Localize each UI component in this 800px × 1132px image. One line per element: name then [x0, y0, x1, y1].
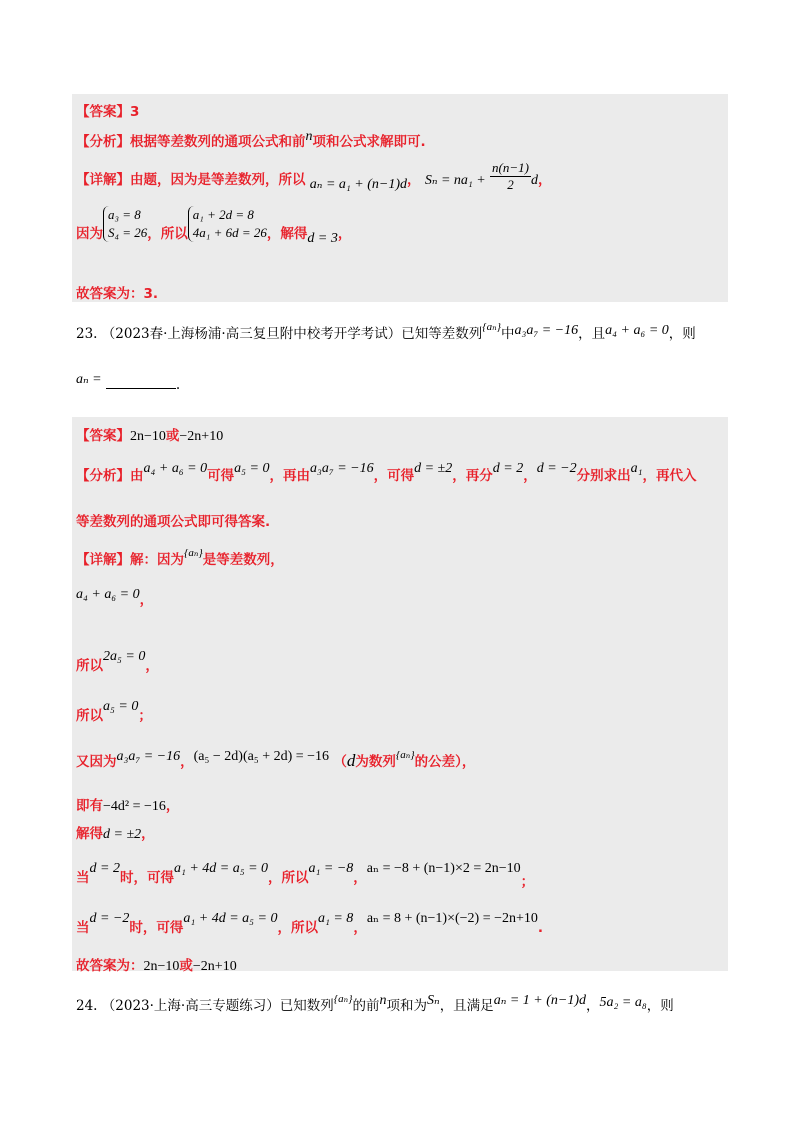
comma: ， [586, 998, 600, 1014]
q23-step-4 [76, 750, 475, 771]
paren-open: （ [333, 754, 347, 770]
comma: ， [139, 592, 154, 608]
diff-text: 的公差）， [414, 754, 476, 770]
analysis-text: ，再代入 [642, 468, 697, 484]
math-expression: (a₅ − 2d)(a₅ + 2d) = −16 [193, 749, 330, 764]
answer-value-2: −2n+10 [179, 429, 224, 444]
q23-step-1 [76, 588, 153, 609]
analysis-text: 等差数列的通项公式即可得答案. [76, 514, 271, 530]
system-1-line-2: S₄ = 26 [108, 225, 148, 240]
q23-ask-line [76, 372, 181, 394]
analysis-text: ，可得 [373, 468, 415, 484]
detail-label: 【详解】 [76, 172, 130, 188]
so-text: ，所以 [277, 920, 318, 936]
analysis-text: 分别求出 [576, 468, 631, 484]
so-text: 所以 [76, 658, 103, 674]
math-expression: aₙ = −8 + (n−1)×2 = 2n−10 [366, 861, 521, 876]
answer-value-1: 2n−10 [130, 429, 166, 444]
have-text: 即有 [76, 798, 103, 814]
answer-value: 3 [130, 104, 140, 120]
formula-sn-d: d [530, 173, 538, 188]
q23-case-2 [76, 906, 544, 936]
question-source: （2023·上海·高三专题练习）已知数列 [101, 998, 334, 1014]
q23-question-line [76, 322, 696, 343]
answer-or: 或 [165, 428, 180, 444]
analysis-label: 【分析】 [76, 468, 130, 484]
q23-detail-line [76, 548, 284, 568]
so-text: 所以 [76, 708, 103, 724]
d-value: d = 3 [307, 230, 338, 246]
system-1 [103, 206, 147, 242]
q22-answer-line [76, 100, 139, 120]
formula-sn-fraction [490, 160, 531, 193]
q22-analysis-line [76, 130, 426, 151]
q22-detail-line [76, 160, 552, 197]
math-expression: d = −2 [536, 461, 577, 476]
analysis-text: 可得 [207, 468, 235, 484]
detail-text: 是等差数列， [202, 552, 284, 568]
comma: ， [353, 870, 367, 886]
so-text: ，所以 [268, 870, 309, 886]
q23-case-1 [76, 856, 535, 890]
when-text: 当 [76, 920, 90, 936]
again-text: 又因为 [76, 754, 117, 770]
solve-text: ，解得 [266, 225, 308, 242]
system-2-line-1: a₁ + 2d = 8 [192, 207, 254, 222]
q22-solution-box [72, 94, 728, 302]
analysis-text: ，再由 [269, 468, 310, 484]
math-expression: d = ±2 [103, 827, 142, 842]
answer-label: 【答案】 [76, 428, 130, 444]
math-expression: a₁ = −8 [308, 861, 354, 876]
analysis-text: ， [523, 468, 537, 484]
ask-formula: aₙ = [76, 372, 102, 387]
sequence: {aₙ} [482, 321, 501, 333]
analysis-text: 根据等差数列的通项公式和前 [130, 134, 306, 150]
conclusion-text: 故答案为： [76, 958, 144, 974]
formula-2: 5a₂ = a₈ [599, 995, 647, 1010]
q23-step-6 [76, 822, 155, 843]
detail-label: 【详解】 [76, 552, 130, 568]
math-expression: a₃a₇ = −16 [309, 461, 374, 476]
formula-an: aₙ = a₁ + (n−1)d [309, 177, 408, 192]
question-then: ，则 [646, 998, 674, 1014]
when-text: 当 [76, 870, 90, 886]
math-expression: d = 2 [89, 861, 120, 876]
so-text: ，所以 [147, 225, 188, 242]
q23-conclusion [76, 954, 237, 975]
system-2-line-2: 4a₁ + 6d = 26 [192, 225, 267, 240]
system-2 [188, 206, 267, 242]
analysis-by: 由 [130, 468, 144, 484]
math-expression: a₅ = 0 [103, 699, 139, 714]
math-expression: a₁ = 8 [317, 911, 354, 926]
solve-text: 解得 [76, 826, 103, 842]
q23-step-2 [76, 644, 159, 674]
q23-answer-line [76, 424, 223, 445]
comma: ， [337, 225, 352, 242]
math-expression: a₁ + 4d = a₅ = 0 [173, 861, 269, 876]
q22-system-line [76, 206, 352, 246]
question-source: （2023春·上海杨浦·高三复旦附中校考开学考试）已知等差数列 [101, 326, 483, 342]
math-expression: aₙ = 8 + (n−1)×(−2) = −2n+10 [366, 911, 538, 926]
question-number: 24. [76, 998, 98, 1014]
math-expression: d = ±2 [414, 461, 453, 476]
analysis-text: ，再分 [452, 468, 493, 484]
case-text: 时，可得 [129, 920, 184, 936]
comma: ， [353, 920, 367, 936]
analysis-text-2: 项和公式求解即可. [312, 134, 426, 150]
sequence: {aₙ} [184, 547, 203, 559]
conclusion-text: 故答案为：3. [76, 286, 159, 302]
sequence: {aₙ} [395, 749, 415, 761]
q22-conclusion [76, 282, 158, 302]
period: . [175, 377, 181, 393]
math-expression: a₁ + 4d = a₅ = 0 [183, 911, 278, 926]
question-text: ，且满足 [439, 998, 494, 1014]
math-n: n [305, 129, 313, 144]
analysis-label: 【分析】 [76, 134, 130, 150]
math-sn: Sₙ [427, 993, 440, 1008]
q23-solution-box [72, 417, 728, 971]
condition-2: a₄ + a₆ = 0 [605, 323, 669, 338]
question-number: 23. [76, 326, 98, 342]
comma: ， [145, 658, 159, 674]
system-1-line-1: a₃ = 8 [108, 207, 141, 222]
q24-question-line [76, 994, 674, 1015]
math-expression: a₃a₇ = −16 [116, 749, 181, 764]
q23-step-3 [76, 694, 152, 724]
comma: ， [141, 826, 155, 842]
question-mid: 中 [501, 326, 515, 342]
comma: ， [537, 172, 552, 188]
question-text: 的前 [352, 998, 380, 1014]
math-expression: a₄ + a₆ = 0 [143, 461, 208, 476]
fraction-denominator: 2 [507, 177, 514, 192]
comma: ， [165, 798, 180, 814]
conclusion-value-1: 2n−10 [143, 959, 180, 974]
math-expression: a₄ + a₆ = 0 [76, 587, 140, 602]
math-expression: d = 2 [492, 461, 524, 476]
detail-text: 解：因为 [130, 552, 184, 568]
because-text: 因为 [76, 225, 103, 242]
q23-analysis-line-2 [76, 510, 270, 530]
math-n: n [379, 993, 387, 1008]
math-expression: 2a₅ = 0 [103, 649, 146, 664]
q23-analysis-line [76, 461, 697, 485]
question-text: 项和为 [386, 998, 427, 1014]
conclusion-value-2: −2n+10 [192, 959, 237, 974]
math-expression: −4d² = −16 [103, 799, 166, 814]
fraction-numerator: n(n−1) [492, 160, 529, 175]
semicolon: ； [520, 874, 535, 890]
math-expression: a₅ = 0 [234, 461, 270, 476]
period: . [537, 920, 544, 936]
comma: ， [407, 172, 421, 188]
math-expression: d = −2 [89, 911, 130, 926]
answer-blank [106, 376, 176, 389]
is-text: 为数列 [355, 754, 396, 770]
detail-text: 由题，因为是等差数列，所以 [130, 172, 306, 188]
question-then: ，则 [668, 326, 696, 342]
question-and: ，且 [578, 326, 606, 342]
formula-sn-left: Sₙ = na₁ + [424, 173, 486, 188]
formula-1: aₙ = 1 + (n−1)d [493, 993, 587, 1008]
case-text: 时，可得 [119, 870, 174, 886]
comma: ， [180, 754, 194, 770]
q23-step-5 [76, 794, 179, 815]
sequence: {aₙ} [333, 993, 353, 1005]
condition-1: a₃a₇ = −16 [514, 323, 579, 338]
math-d: d [346, 751, 356, 770]
conclusion-or: 或 [179, 958, 193, 974]
answer-label: 【答案】 [76, 104, 130, 120]
semicolon: ； [138, 708, 152, 724]
math-expression: a₁ [630, 461, 643, 476]
